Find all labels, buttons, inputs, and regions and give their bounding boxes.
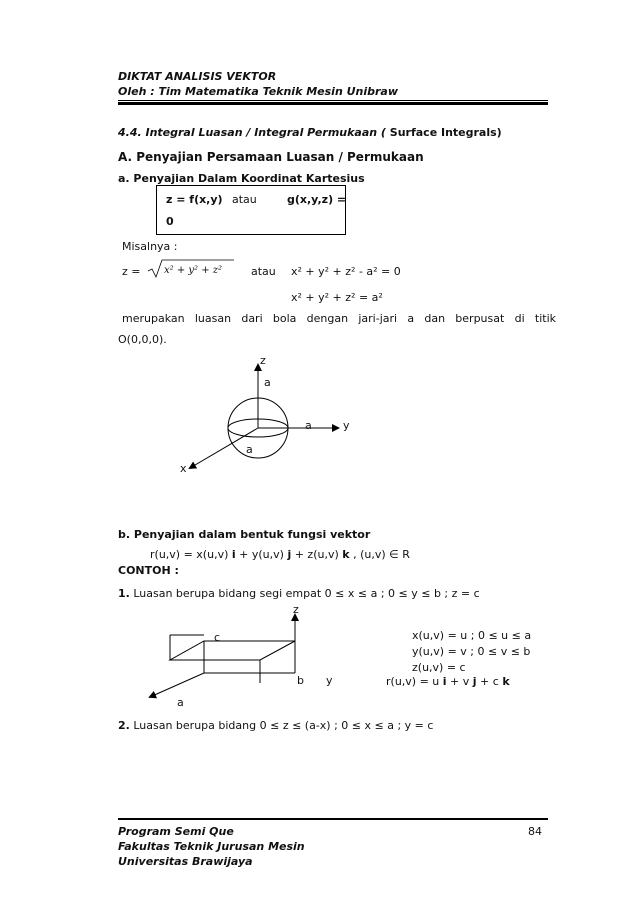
param-r-k: k <box>502 675 510 688</box>
vector-formula-mid2: + z(u,v) <box>291 548 343 561</box>
section-heading-emph: Surface Integrals) <box>389 126 502 139</box>
description-line1: merupakan luasan dari bola dengan jari-jari a dan berpusat di titik <box>122 312 556 325</box>
example2-number: 2. <box>118 719 130 732</box>
description-line2: O(0,0,0). <box>118 333 167 346</box>
sphere-label-a-right: a <box>305 419 312 432</box>
header-rule-thick <box>118 102 548 105</box>
section-heading <box>118 126 502 139</box>
param-r-pre: r(u,v) = u <box>386 675 443 688</box>
part-b-heading: b. Penyajian dalam bentuk fungsi vektor <box>118 528 371 541</box>
unit-i: i <box>231 548 236 561</box>
sphere-diagram <box>170 350 400 480</box>
page-number: 84 <box>528 825 542 838</box>
plane-label-b: b <box>297 674 304 687</box>
footer-line1: Program Semi Que <box>118 825 234 838</box>
equation-b: x² + y² + z² = a² <box>291 291 383 304</box>
footer-line2: Fakultas Teknik Jurusan Mesin <box>118 840 305 853</box>
vector-formula-mid1: + y(u,v) <box>235 548 288 561</box>
box-eq2: g(x,y,z) = <box>287 193 347 206</box>
misalnya-label: Misalnya : <box>122 240 178 253</box>
example2-text: Luasan berupa bidang 0 ≤ z ≤ (a-x) ; 0 ≤ x ≤ a ; y = c <box>129 719 434 732</box>
header-rule-thin <box>118 100 548 101</box>
footer-line3: Universitas Brawijaya <box>118 855 253 868</box>
plane-label-a: a <box>177 696 184 709</box>
header-title: DIKTAT ANALISIS VEKTOR <box>118 70 277 83</box>
contoh-label: CONTOH : <box>118 564 179 577</box>
subheading-a: A. Penyajian Persamaan Luasan / Permukaan <box>118 150 424 164</box>
section-heading-prefix: 4.4. Integral Luasan / Integral Permukaan ( <box>118 126 390 139</box>
vector-formula-post: , (u,v) ∈ R <box>349 548 410 561</box>
plane-label-y: y <box>326 674 333 687</box>
footer-rule <box>118 818 548 820</box>
plane-rectangle <box>170 641 295 660</box>
subheading-a1: a. Penyajian Dalam Koordinat Kartesius <box>118 172 365 185</box>
unit-k: k <box>342 548 350 561</box>
header-subtitle: Oleh : Tim Matematika Teknik Mesin Unibraw <box>118 85 399 98</box>
param-r-j: j <box>472 675 477 688</box>
vector-formula-pre: r(u,v) = x(u,v) <box>150 548 232 561</box>
plane-label-z: z <box>293 603 299 616</box>
example1-number: 1. <box>118 587 130 600</box>
param-z: z(u,v) = c <box>412 661 466 674</box>
equation-a: x² + y² + z² - a² = 0 <box>291 265 401 278</box>
param-r <box>386 675 510 688</box>
box-eq1: z = f(x,y) <box>166 193 223 206</box>
example2-line <box>118 719 433 732</box>
sphere-label-y: y <box>343 419 350 432</box>
box-eq2b: 0 <box>166 215 174 228</box>
example1-text: Luasan berupa bidang segi empat 0 ≤ x ≤ a ; 0 ≤ y ≤ b ; z = c <box>129 587 480 600</box>
unit-j: j <box>287 548 292 561</box>
sphere-label-a-top: a <box>264 376 271 389</box>
param-r-mid2: + c <box>476 675 503 688</box>
plane-diagram <box>140 605 380 705</box>
sphere-label-x: x <box>180 462 187 475</box>
param-r-mid: + v <box>446 675 473 688</box>
box-atau: atau <box>232 193 257 206</box>
sphere-label-a-front: a <box>246 443 253 456</box>
vector-formula <box>150 548 410 561</box>
param-r-i: i <box>442 675 447 688</box>
plane-x-axis <box>150 673 204 697</box>
sphere-label-z: z <box>260 354 266 367</box>
example1-line <box>118 587 480 600</box>
sqrt-expression: x² + y² + z² <box>164 265 223 276</box>
param-x: x(u,v) = u ; 0 ≤ u ≤ a <box>412 629 532 642</box>
z-eq-label: z = <box>122 265 141 278</box>
plane-label-c: c <box>214 631 221 644</box>
param-y: y(u,v) = v ; 0 ≤ v ≤ b <box>412 645 531 658</box>
example-atau: atau <box>251 265 276 278</box>
